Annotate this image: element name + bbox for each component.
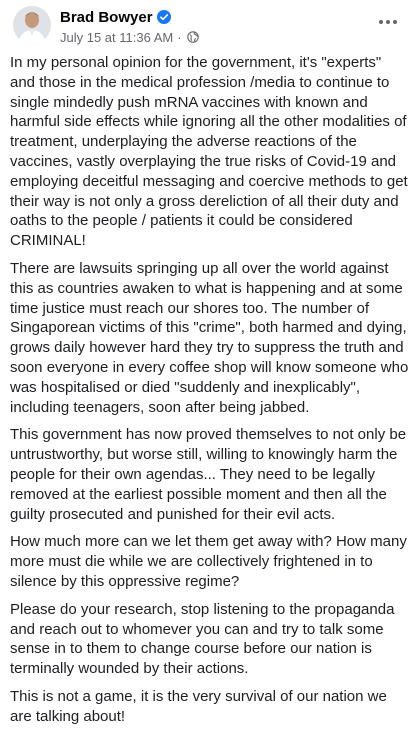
author-row <box>60 8 171 26</box>
more-options-icon <box>378 19 398 25</box>
post-header <box>0 0 418 50</box>
post-paragraph: There are lawsuits springing up all over the world against this as countries awaken to what is happening and at some time justice must reach our shores too. The number of Singaporean victims of this "crime", both harmed and dying, grows daily however hard they try to suppress the truth and soon everyone in every coffee shop will know someone who was hospitalised or died "suddenly and inexplicably", including teenagers, soon after being jabbed. <box>10 259 409 416</box>
globe-icon[interactable] <box>187 31 199 43</box>
post-body <box>10 53 410 735</box>
more-options-button[interactable] <box>376 12 400 32</box>
author-name[interactable]: Brad Bowyer <box>60 8 153 26</box>
verified-badge-icon <box>157 10 171 24</box>
avatar[interactable] <box>13 6 51 44</box>
post-paragraph: This is not a game, it is the very survival of our nation we are talking about! <box>10 687 387 725</box>
post-paragraph: How much more can we let them get away with? How many more must die while we are collectively frightened in to silence by this oppressive regime? <box>10 533 407 590</box>
meta-separator: · <box>177 29 182 45</box>
post-timestamp[interactable]: July 15 at 11:36 AM <box>60 29 174 45</box>
profile-photo <box>13 6 51 44</box>
post-paragraph: This government has now proved themselves to not only be untrustworthy, but worse still, willing to knowingly harm the people for their own agendas... They need to be legally removed at the earliest possible moment and then all the guilty prosecuted and punished for their evil acts. <box>10 426 407 523</box>
post-paragraph: In my personal opinion for the government, it's "experts" and those in the medical profession /media to continue to single mindedly push mRNA vaccines with known and harmful side effects while ignoring all the other modalities of treatment, underplaying the adverse reactions of the vaccines, vastly overplaying the true risks of Covid-19 and employing deceitful messaging and coercive methods to get their way is not only a gross dereliction of all their duty and oaths to the people / patients it could be considered CRIMINAL! <box>10 54 408 250</box>
post-paragraph: Please do your research, stop listening to the propaganda and reach out to whomever you can and try to talk some sense in to them to change course before our nation is terminally wounded by their actions. <box>10 600 395 678</box>
post-meta <box>60 29 199 45</box>
